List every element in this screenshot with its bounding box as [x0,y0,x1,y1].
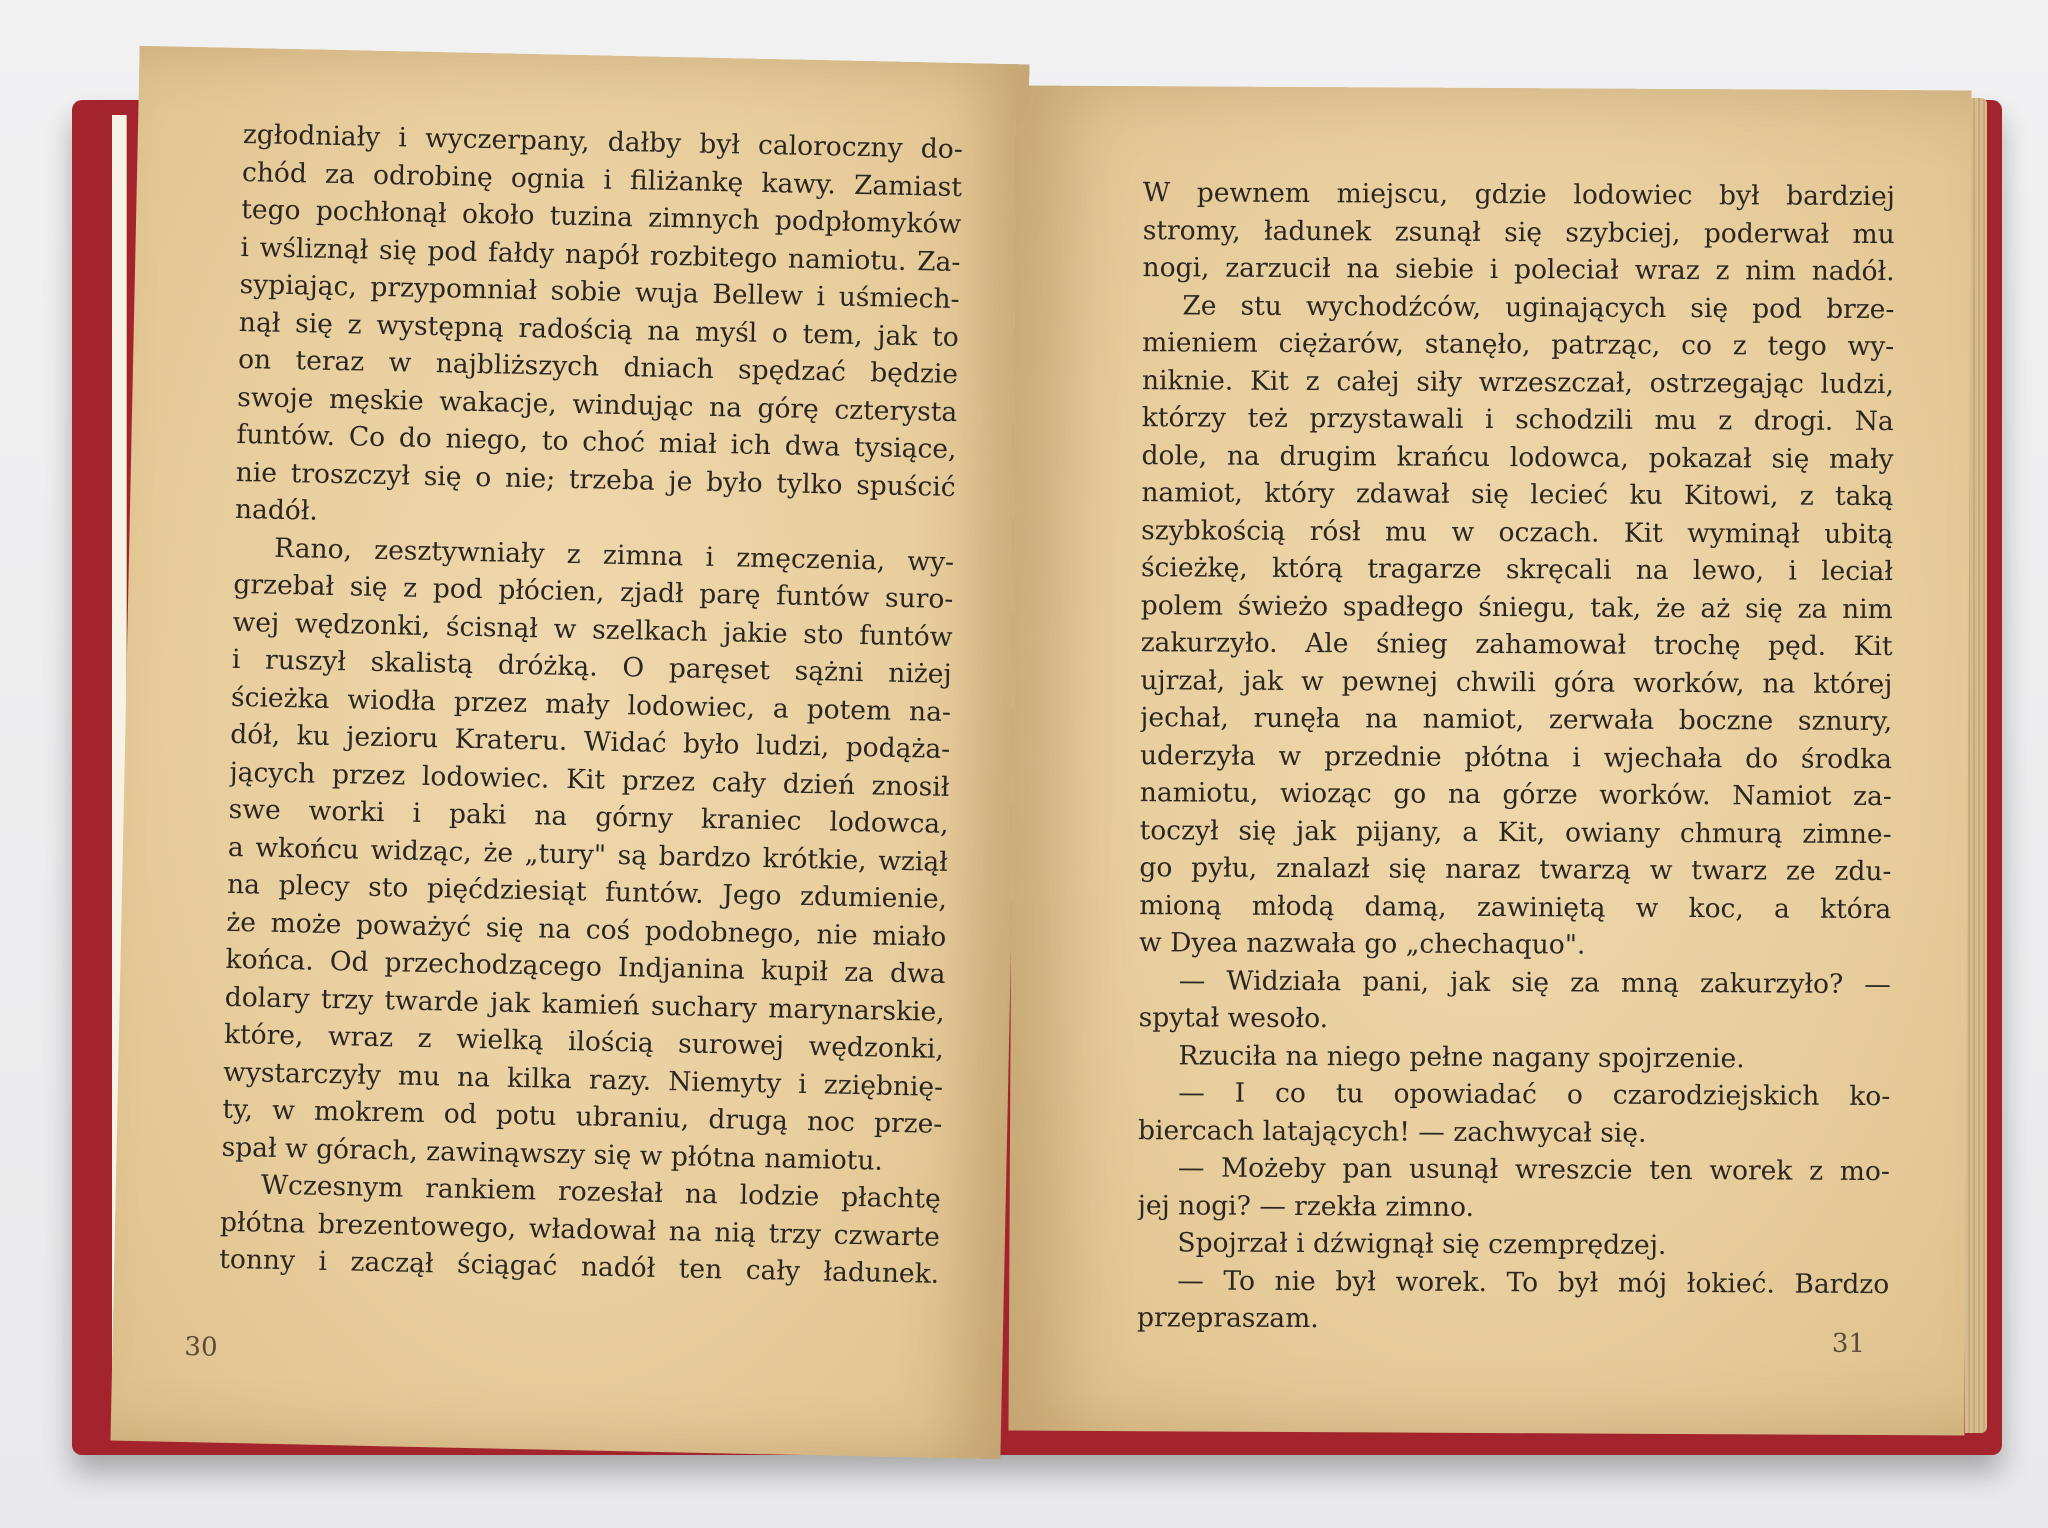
text-line: przepraszam. [1136,1302,1319,1335]
text-line: że może poważyć się na coś podobnego, nie miało [226,906,947,953]
text-line: końca. Od przechodzącego Indjanina kupił za dwa [225,943,946,990]
text-line: ścieżkę, którą tragarze skręcali na lewo, i leciał [1140,552,1894,588]
text-line: tego pochłonął około tuzina zimnych podpłomyków [240,194,962,241]
text-line: on teraz w najbliższych dniach spędzać będzie [237,343,959,391]
text-line: swe worki i paki na górny kraniec lodowca, [228,793,949,840]
text-line: Wczesnym rankiem rozesłał na lodzie płachtę [260,1169,942,1215]
text-line: go pyłu, znalazł się naraz twarzą w twarz ze zdu- [1139,852,1892,888]
text-line: wystarczyły mu na kilka razy. Niemyty i zziębnię- [222,1056,944,1103]
text-line: Rano, zesztywniały z zimna i zmęczenia, wy- [273,532,955,578]
text-line: Rzuciła na niego pełne nagany spojrzenie. [1178,1039,1745,1074]
text-line: sypiając, przypomniał sobie wuja Bellew i uśmiech- [239,268,960,316]
text-line: tonny i zaczął ściągać nadół ten cały ładunek. [218,1243,940,1290]
left-page [110,46,1029,1459]
text-line: ty, w mokrem od potu ubraniu, drugą noc prze- [222,1093,943,1140]
text-line: dolary trzy twarde jak kamień suchary marynarskie, [224,981,945,1028]
text-line: — Widziała pani, jak się za mną zakurzyło? — [1178,964,1891,1000]
text-line: Spojrzał i dźwignął się czemprędzej. [1177,1227,1667,1261]
text-line: toczył się jak pijany, a Kit, owiany chmurą zimne- [1139,814,1892,850]
text-line: dole, na drugim krańcu lodowca, pokazał się mały [1141,439,1894,475]
text-line: szybkością rósł mu w oczach. Kit wyminął ubitą [1141,514,1894,550]
text-line: jących przez lodowiec. Kit przez cały dzień znosił [229,756,950,803]
text-line: W pewnem miejscu, gdzie lodowiec był bardziej [1142,177,1896,213]
text-line: nął się z występną radością na myśl o tem, jak to [238,306,960,353]
text-line: nadół. [234,493,319,527]
text-line: ścieżka wiodła przez mały lodowiec, a potem na- [230,681,952,728]
text-line: swoje męskie wakacje, windując na górę czterysta [237,381,958,428]
text-line: płótna brezentowego, władował na nią trzy czwarte [219,1206,941,1253]
text-line: nogi, zarzucił na siebie i poleciał wraz z nim nadół. [1142,252,1895,288]
left-page-text [219,116,963,1293]
text-line: namiotu, wioząc go na górze worków. Namiot za- [1139,777,1892,813]
text-line: a wkońcu widząc, że „tury" są bardzo krótkie, wziął [227,831,949,878]
text-line: które, wraz z wielką ilością surowej wędzonki, [223,1018,945,1065]
text-line: — To nie był worek. To był mój łokieć. Bardzo [1177,1264,1890,1300]
text-line: wej wędzonki, ścisnął w szelkach jakie sto funtów [232,606,953,653]
text-line: spytał wesoło. [1138,1002,1329,1035]
text-line: biercach latających! — zachwycał się. [1137,1114,1647,1149]
text-line: Ze stu wychodźców, uginających się pod brze- [1182,289,1895,325]
text-line: funtów. Co do niego, to choć miał ich dwa tysiące, [236,418,957,466]
text-line: niknie. Kit z całej siły wrzeszczał, ostrzegając ludzi, [1141,364,1895,400]
text-line: dół, ku jezioru Krateru. Widać było ludzi, podąża- [229,718,951,765]
text-line: zakurzyło. Ale śnieg zahamował trochę pęd. Kit [1140,627,1893,663]
text-line: którzy też przystawali i schodzili mu z drogi. Na [1141,402,1894,438]
text-line: polem świeżo spadłego śniegu, tak, że aż się za nim [1140,589,1893,625]
text-line: i wśliznął się pod fałdy napół rozbitego namiotu. Za- [240,231,961,278]
text-line: mioną młodą damą, zawiniętą w koc, a która [1139,889,1892,925]
text-line: mieniem ciężarów, stanęło, patrząc, co z tego wy- [1142,327,1895,363]
page-number-left: 30 [184,1332,218,1363]
right-page-text [1137,174,1895,1340]
text-line: — Możeby pan usunął wreszcie ten worek z mo- [1177,1152,1890,1188]
text-line: nie troszczył się o nie; trzeba je było tylko spuścić [235,456,956,503]
text-line: uderzyła w przednie płótna i wjechała do środka [1139,739,1893,775]
text-line: w Dyea nazwała go „chechaquo". [1138,927,1586,961]
text-line: na plecy sto pięćdziesiąt funtów. Jego zdumienie, [226,868,948,915]
text-line: jej nogi? — rzekła zimno. [1137,1189,1475,1223]
text-line: jechał, runęła na namiot, zerwała boczne sznury, [1140,702,1893,738]
text-line: namiot, który zdawał się lecieć ku Kitowi, z taką [1141,477,1894,513]
text-line: grzebał się z pod płócien, zjadł parę funtów suro- [233,568,954,615]
text-line: spał w górach, zawinąwszy się w płótna namiotu. [221,1131,884,1177]
right-page [1008,86,1971,1436]
text-line: stromy, ładunek zsunął się szybciej, poderwał mu [1142,214,1895,250]
text-line: ujrzał, jak w pewnej chwili góra worków, na której [1140,664,1893,700]
text-line: i ruszył skalistą dróżką. O paręset sążni niżej [231,643,953,690]
text-line: — I co tu opowiadać o czarodziejskich ko- [1178,1077,1891,1113]
page-number-right: 31 [1831,1328,1866,1359]
text-line: zgłodniały i wyczerpany, dałby był caloroczny do- [242,119,964,166]
text-line: chód za odrobinę ognia i filiżankę kawy. Zamiast [241,156,963,203]
